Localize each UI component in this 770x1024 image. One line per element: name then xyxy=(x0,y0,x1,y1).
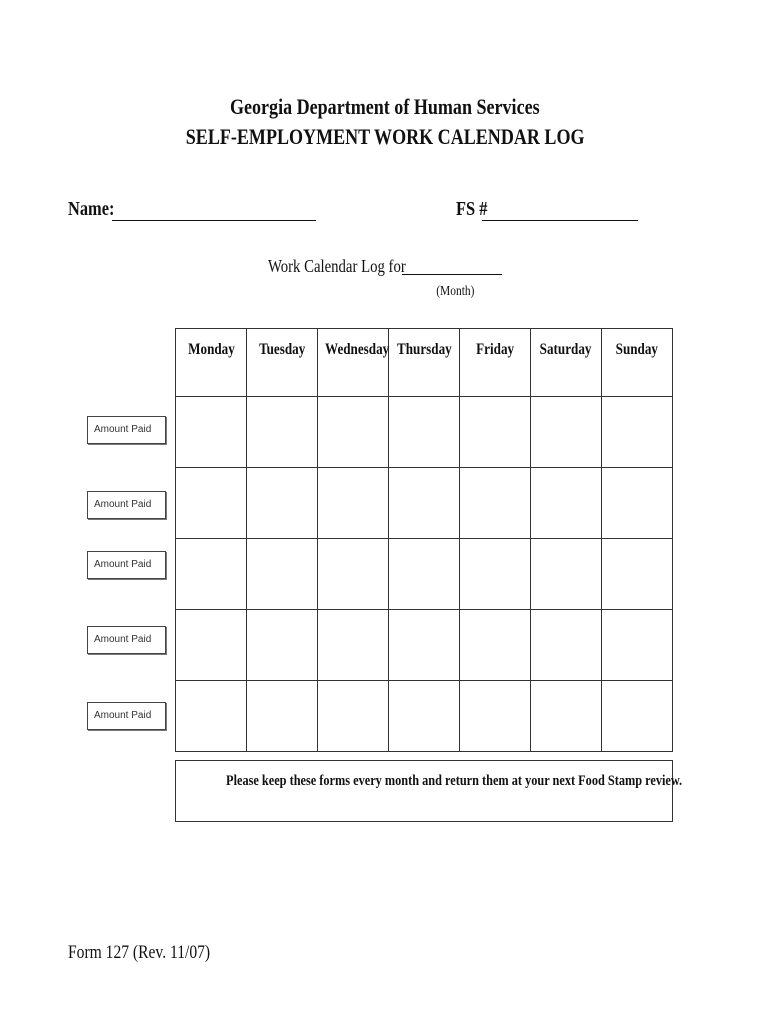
fs-number-input-line[interactable] xyxy=(482,220,638,221)
week-row xyxy=(176,539,673,610)
day-header-tuesday: Tuesday xyxy=(247,329,318,397)
calendar-cell[interactable] xyxy=(176,397,247,468)
calendar-cell[interactable] xyxy=(602,468,673,539)
calendar-cell[interactable] xyxy=(176,468,247,539)
week-row xyxy=(176,397,673,468)
month-caption: (Month) xyxy=(435,284,475,299)
form-title: SELF-EMPLOYMENT WORK CALENDAR LOG xyxy=(185,124,585,149)
agency-title: Georgia Department of Human Services xyxy=(230,94,540,119)
calendar-cell[interactable] xyxy=(531,610,602,681)
calendar-cell[interactable] xyxy=(602,539,673,610)
day-header-monday: Monday xyxy=(176,329,247,397)
calendar-cell[interactable] xyxy=(389,610,460,681)
review-notice-text: Please keep these forms every month and return them at your next Food Stamp review. xyxy=(226,773,683,789)
calendar-cell[interactable] xyxy=(531,397,602,468)
calendar-cell[interactable] xyxy=(318,610,389,681)
week-row xyxy=(176,610,673,681)
name-label: Name: xyxy=(68,198,115,220)
calendar-cell[interactable] xyxy=(318,397,389,468)
week-row xyxy=(176,468,673,539)
calendar-cell[interactable] xyxy=(460,397,531,468)
calendar-grid xyxy=(175,328,673,752)
amount-paid-field-week-5[interactable]: Amount Paid xyxy=(87,702,166,730)
month-input-line[interactable] xyxy=(402,274,502,275)
amount-paid-field-week-3[interactable]: Amount Paid xyxy=(87,551,166,579)
calendar-cell[interactable] xyxy=(176,681,247,752)
fs-number-label: FS # xyxy=(456,198,488,220)
calendar-cell[interactable] xyxy=(247,539,318,610)
calendar-cell[interactable] xyxy=(460,681,531,752)
log-for-label: Work Calendar Log for xyxy=(268,256,406,276)
day-header-friday: Friday xyxy=(460,329,531,397)
calendar-cell[interactable] xyxy=(602,397,673,468)
name-input-line[interactable] xyxy=(112,220,316,221)
day-header-thursday: Thursday xyxy=(389,329,460,397)
review-notice-box xyxy=(175,760,683,822)
day-header-sunday: Sunday xyxy=(602,329,673,397)
day-header-saturday: Saturday xyxy=(531,329,602,397)
calendar-cell[interactable] xyxy=(247,681,318,752)
form-header xyxy=(0,92,770,152)
calendar-cell[interactable] xyxy=(389,539,460,610)
calendar-cell[interactable] xyxy=(460,610,531,681)
calendar-cell[interactable] xyxy=(176,610,247,681)
amount-paid-field-week-2[interactable]: Amount Paid xyxy=(87,491,166,519)
calendar-cell[interactable] xyxy=(389,397,460,468)
calendar-cell[interactable] xyxy=(318,681,389,752)
calendar-cell[interactable] xyxy=(531,468,602,539)
amount-paid-field-week-4[interactable]: Amount Paid xyxy=(87,626,166,654)
calendar-cell[interactable] xyxy=(389,681,460,752)
calendar-cell[interactable] xyxy=(602,681,673,752)
calendar-cell[interactable] xyxy=(176,539,247,610)
calendar-cell[interactable] xyxy=(247,468,318,539)
calendar-cell[interactable] xyxy=(247,610,318,681)
calendar-cell[interactable] xyxy=(602,610,673,681)
day-header-wednesday: Wednesday xyxy=(318,329,389,397)
week-row xyxy=(176,681,673,752)
calendar-cell[interactable] xyxy=(318,468,389,539)
calendar-cell[interactable] xyxy=(318,539,389,610)
calendar-cell[interactable] xyxy=(460,539,531,610)
form-number-footer: Form 127 (Rev. 11/07) xyxy=(68,942,211,963)
calendar-cell[interactable] xyxy=(389,468,460,539)
calendar-cell[interactable] xyxy=(460,468,531,539)
amount-paid-field-week-1[interactable]: Amount Paid xyxy=(87,416,166,444)
calendar-cell[interactable] xyxy=(247,397,318,468)
calendar-cell[interactable] xyxy=(531,681,602,752)
calendar-cell[interactable] xyxy=(531,539,602,610)
calendar-header-row xyxy=(176,329,673,397)
